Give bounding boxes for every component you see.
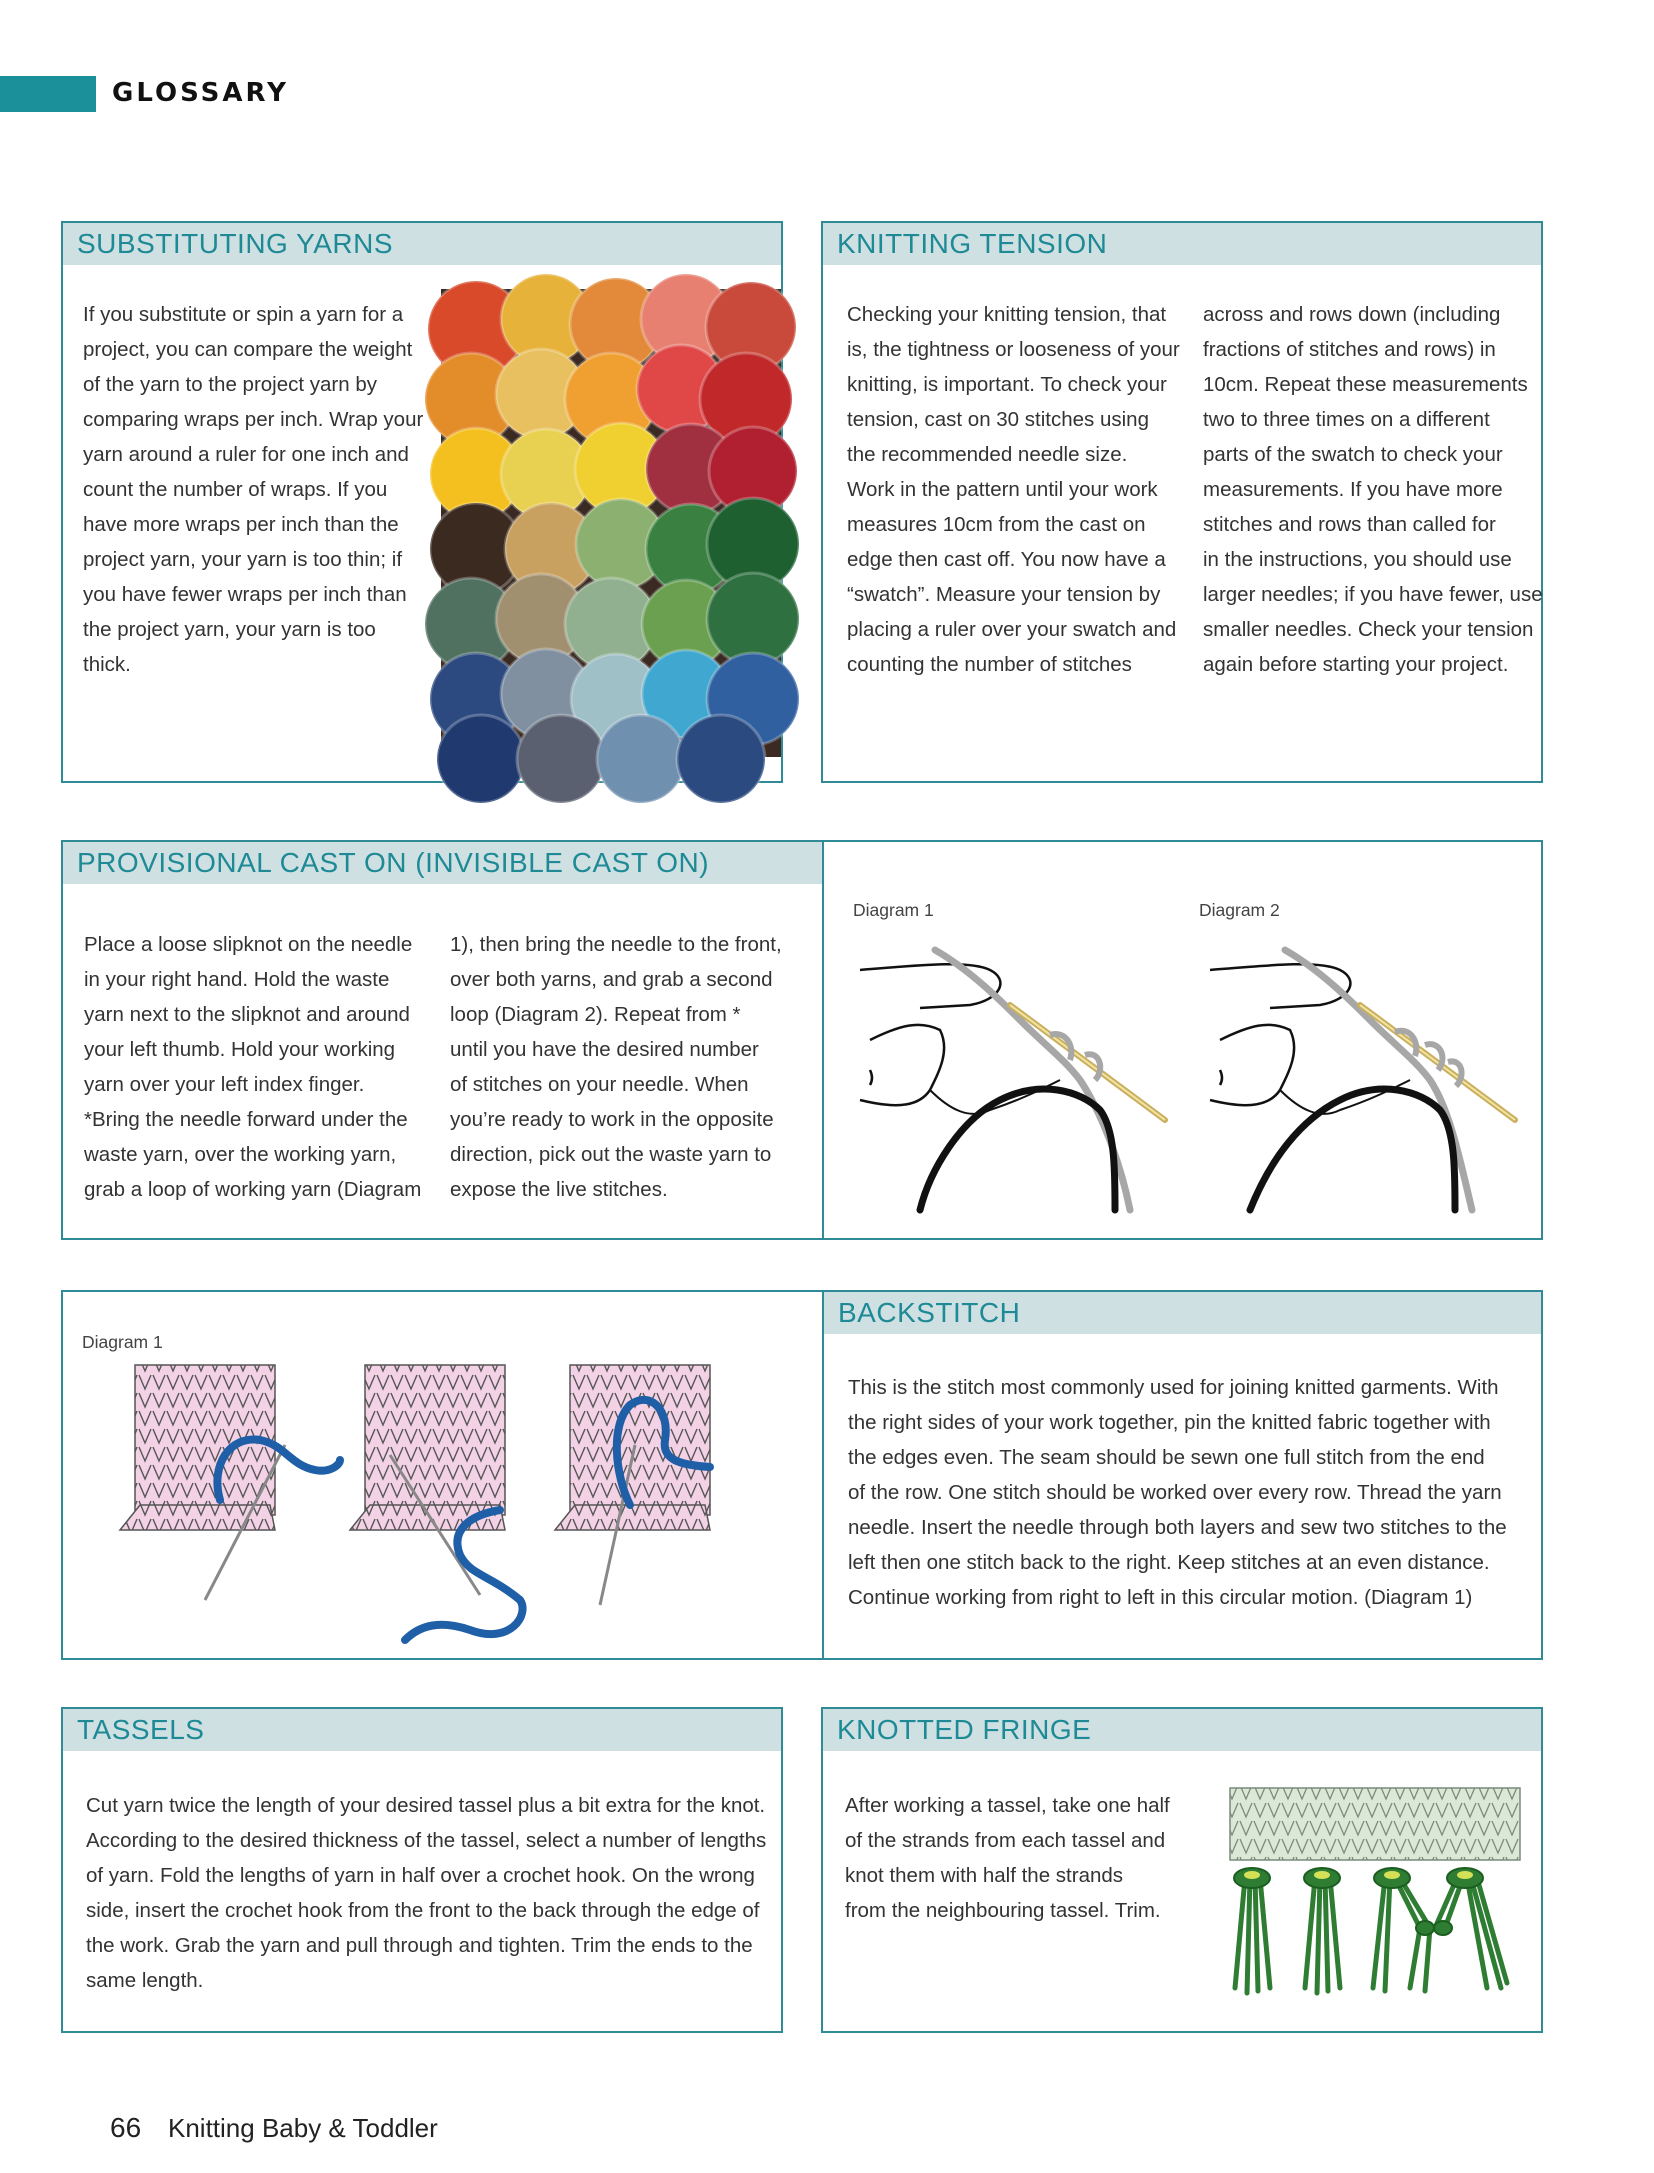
cast-on-diagram-2-label: Diagram 2 [1199, 900, 1280, 920]
knotted-fringe-text: After working a tassel, take one half of the strands from each tassel and knot them with half the strands from the neighbouring tassel. Trim. [845, 1794, 1170, 1922]
substituting-yarns-title: SUBSTITUTING YARNS [63, 223, 781, 265]
provisional-cast-on-text-col2: 1), then bring the needle to the front, over both yarns, and grab a second loop (Diagram 2). Repeat from * until you have the desired number of stitches on your needle. When you’re ready to work in the opposite direction, pick out the waste yarn to expose the live stitches. [450, 933, 782, 1201]
backstitch-text: This is the stitch most commonly used for joining knitted garments. With the right sides of your work together, pin the knitted fabric together with the edges even. The seam should be sewn one full stitch from the end of the row. One stitch should be worked over every row. Thread the yarn needle. Insert the needle through both layers and sew two stitches to the left then one stitch back to the right. Keep stitches at an even distance. Continue working from right to left in this circular motion. (Diagram 1) [848, 1376, 1507, 1609]
substituting-yarns-text: If you substitute or spin a yarn for a project, you can compare the weight of the yarn to the project yarn by comparing wraps per inch. Wrap your yarn around a ruler for one inch and count the number of wraps. If you have more wraps per inch than the project yarn, your yarn is too thin; if you have fewer wraps per inch than the project yarn, your yarn is too thick. [83, 303, 424, 676]
backstitch-diagram-label: Diagram 1 [82, 1332, 163, 1352]
provisional-divider [822, 842, 824, 1238]
section-label: GLOSSARY [112, 78, 289, 108]
tassels-title: TASSELS [63, 1709, 781, 1751]
knotted-fringe-diagram [1225, 1783, 1525, 2003]
section-tab [0, 76, 96, 112]
backstitch-diagram [110, 1355, 730, 1655]
cast-on-diagram-1-label: Diagram 1 [853, 900, 934, 920]
knitting-tension-title: KNITTING TENSION [823, 223, 1541, 265]
knitting-tension-text-col1: Checking your knitting tension, that is, the tightness or looseness of your knitting, is important. To check your tension, cast on 30 stitches using the recommended needle size. Work in the pattern until your work measures 10cm from the cast on edge then cast off. You now have a “swatch”. Measure your tension by placing a ruler over your swatch and counting the number of stitches [847, 303, 1180, 676]
provisional-cast-on-title: PROVISIONAL CAST ON (INVISIBLE CAST ON) [63, 842, 823, 884]
backstitch-title: BACKSTITCH [824, 1292, 1541, 1334]
cast-on-diagram-1 [860, 960, 1170, 1210]
provisional-cast-on-text-col1: Place a loose slipknot on the needle in your right hand. Hold the waste yarn next to the slipknot and around your left thumb. Hold your working yarn over your left index finger. *Bring the needle forward under the waste yarn, over the working yarn, grab a loop of working yarn (Diagram [84, 933, 422, 1201]
page-number: 66 [110, 2112, 142, 2143]
knitting-tension-box [821, 221, 1543, 783]
knotted-fringe-title: KNOTTED FRINGE [823, 1709, 1541, 1751]
knitting-tension-text-col2: across and rows down (including fractions of stitches and rows) in 10cm. Repeat these measurements two to three times on a different parts of the swatch to check your measurements. If you have more stitches and rows than called for in the instructions, you should use larger needles; if you have fewer, use smaller needles. Check your tension again before starting your project. [1203, 303, 1543, 676]
tassels-box [61, 1707, 783, 2033]
yarn-balls-photo [441, 289, 781, 757]
cast-on-diagram-2 [1210, 960, 1520, 1210]
book-title: Knitting Baby & Toddler [168, 2113, 438, 2143]
tassels-text: Cut yarn twice the length of your desired tassel plus a bit extra for the knot. According to the desired thickness of the tassel, select a number of lengths of yarn. Fold the lengths of yarn in half over a crochet hook. On the wrong side, insert the crochet hook from the front to the back through the edge of the work. Grab the yarn and pull through and tighten. Trim the ends to the same length. [86, 1794, 767, 1992]
backstitch-divider [822, 1292, 824, 1658]
